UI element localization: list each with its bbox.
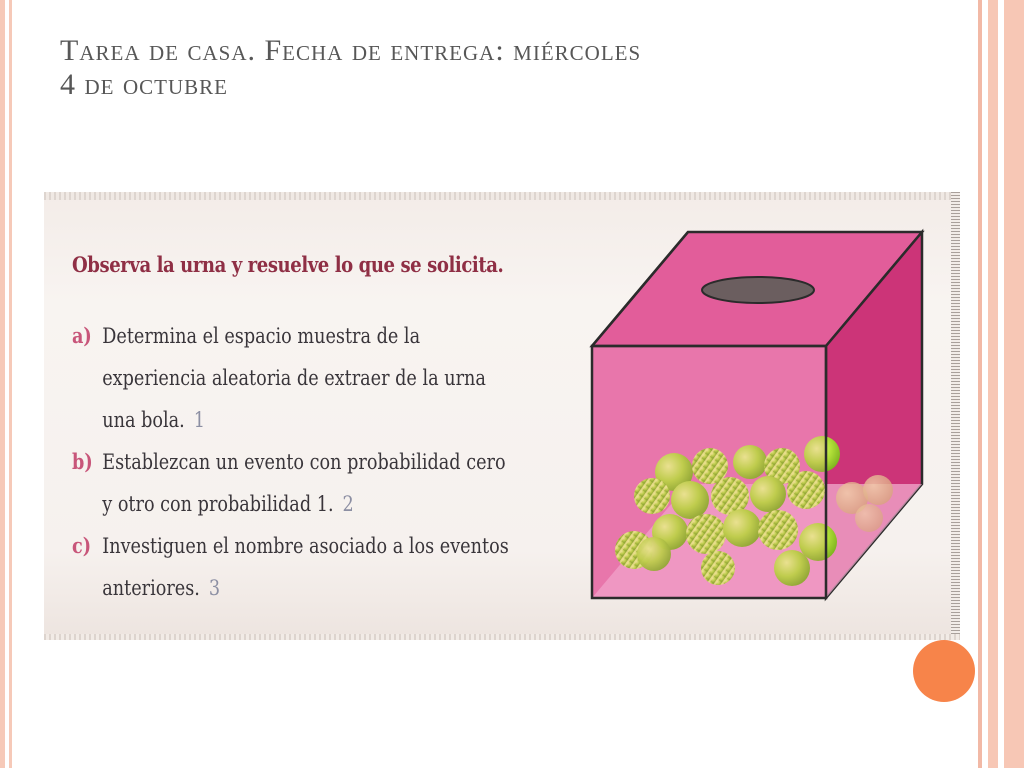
list-item — [72, 315, 559, 441]
textbook-photo — [44, 192, 960, 640]
item-line: Determina el espacio muestra de la — [102, 324, 421, 348]
item-line: anteriores. — [102, 576, 200, 600]
worksheet-list — [72, 315, 542, 609]
list-item — [72, 525, 559, 609]
worksheet-text — [72, 252, 542, 609]
item-line: Establezcan un evento con probabilidad cero — [102, 450, 506, 474]
item-marker: a) — [72, 323, 92, 348]
worksheet-heading: Observa la urna y resuelve lo que se solicita. — [72, 252, 504, 277]
slide-title-line-1: Tarea de casa. Fecha de entrega: miércoles — [60, 34, 642, 67]
list-item — [72, 441, 559, 525]
item-line: una bola. — [102, 408, 185, 432]
item-number: 1 — [193, 408, 205, 432]
item-line: experiencia aleatoria de extraer de la urna — [102, 366, 486, 390]
item-marker: b) — [72, 449, 93, 474]
item-line: y otro con probabilidad 1. — [102, 492, 334, 516]
slide-title-line-2: 4 de octubre — [60, 67, 228, 101]
item-number: 2 — [342, 492, 354, 516]
urn-box-graphic — [582, 228, 942, 608]
left-border-stripe — [0, 0, 12, 768]
slide-title — [60, 34, 940, 101]
urn-illustration — [582, 228, 942, 608]
item-number: 3 — [208, 576, 221, 600]
item-line: Investiguen el nombre asociado a los eventos — [102, 534, 509, 558]
item-marker: c) — [72, 533, 92, 558]
orange-circle-bullet-icon — [913, 640, 975, 702]
right-border-stripes — [978, 0, 1024, 768]
